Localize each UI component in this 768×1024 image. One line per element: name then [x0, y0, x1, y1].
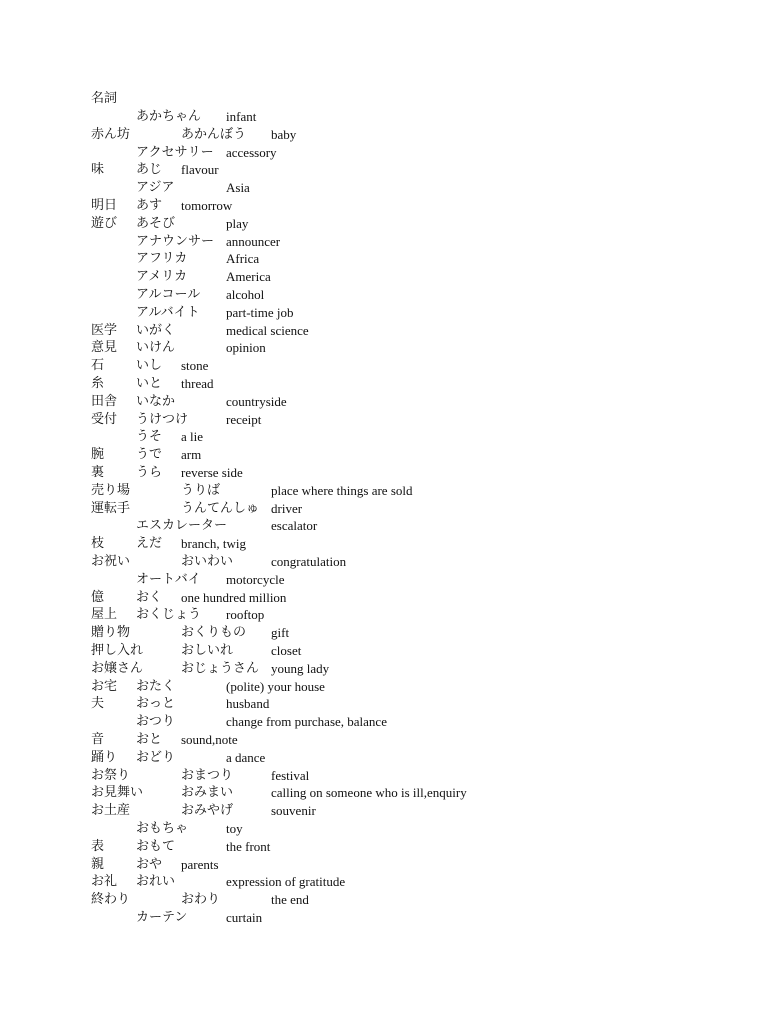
entry-english: countryside [226, 393, 287, 409]
entry-kanji: お礼 [91, 874, 118, 890]
entry-reading: おしいれ [181, 643, 234, 658]
entry-reading: アフリカ [136, 251, 188, 267]
entry-english: Africa [226, 251, 260, 267]
vocab-entry [0, 464, 768, 482]
vocab-entry [0, 428, 768, 446]
entry-kanji: 糸 [91, 376, 105, 391]
entry-reading: あかんぼう [181, 126, 247, 142]
section-heading: 名詞 [91, 91, 118, 106]
entry-reading: オートバイ [136, 571, 201, 587]
vocab-entry [0, 660, 768, 678]
entry-reading: おく [136, 589, 163, 605]
entry-kanji: 押し入れ [91, 643, 144, 658]
entry-reading: あかちゃん [136, 109, 202, 124]
vocab-entry [0, 286, 768, 304]
entry-reading: うら [136, 465, 163, 480]
vocab-entry [0, 357, 768, 375]
entry-reading: あそび [136, 215, 176, 231]
entry-kanji: 医学 [91, 322, 118, 338]
entry-english: alcohol [226, 287, 265, 302]
entry-english: escalator [271, 518, 318, 534]
entry-english: flavour [181, 162, 219, 178]
entry-reading: おまつり [181, 767, 234, 783]
vocab-entry [0, 215, 768, 233]
vocab-entry [0, 589, 768, 607]
vocab-entry [0, 250, 768, 268]
entry-english: motorcycle [226, 571, 285, 587]
entry-reading: うで [136, 447, 163, 463]
entry-english: one hundred million [181, 589, 287, 605]
entry-reading: おくじょう [136, 607, 202, 623]
vocab-entry [0, 678, 768, 696]
entry-english: parents [181, 856, 219, 872]
vocab-entry [0, 624, 768, 642]
entry-english: part-time job [226, 304, 294, 320]
entry-kanji: 運転手 [91, 500, 131, 516]
entry-english: thread [181, 376, 214, 391]
vocab-entry [0, 304, 768, 322]
entry-reading: おたく [136, 678, 176, 694]
entry-english: stone [181, 358, 209, 374]
vocab-entry [0, 571, 768, 589]
entry-english: souvenir [271, 803, 316, 819]
entry-english: Asia [226, 180, 250, 196]
entry-english: congratulation [271, 554, 347, 569]
entry-english: the end [271, 892, 309, 908]
entry-kanji: 贈り物 [91, 625, 131, 641]
vocab-entry [0, 820, 768, 838]
vocab-entry [0, 802, 768, 820]
entry-english: play [226, 215, 249, 231]
entry-english: husband [226, 696, 270, 712]
entry-english: driver [271, 500, 303, 516]
entry-kanji: 親 [91, 856, 105, 872]
entry-reading: おつり [136, 714, 175, 730]
entry-reading: アメリカ [136, 269, 188, 285]
entry-kanji: 腕 [91, 447, 105, 463]
entry-kanji: 遊び [91, 215, 118, 231]
vocab-entry [0, 233, 768, 251]
entry-english: rooftop [226, 607, 265, 623]
entry-reading: うんてんしゅ [181, 500, 260, 516]
entry-english: a lie [181, 429, 204, 445]
vocab-entry [0, 393, 768, 411]
vocab-entry [0, 517, 768, 535]
entry-english: the front [226, 838, 271, 854]
entry-reading: おくりもの [181, 625, 247, 641]
vocab-entry [0, 144, 768, 162]
entry-kanji: 屋上 [91, 607, 118, 623]
entry-reading: うりば [181, 482, 221, 498]
entry-kanji: 億 [91, 589, 105, 605]
entry-reading: うそ [136, 429, 163, 445]
entry-reading: いと [136, 376, 163, 391]
entry-reading: アルバイト [136, 304, 200, 320]
entry-kanji: 受付 [91, 411, 118, 427]
vocab-entry [0, 784, 768, 802]
entry-reading: うけつけ [136, 411, 189, 427]
vocab-entry [0, 268, 768, 286]
vocab-entry [0, 731, 768, 749]
entry-english: arm [181, 447, 202, 463]
vocab-entry [0, 553, 768, 571]
vocab-entry [0, 126, 768, 144]
entry-kanji: 夫 [91, 696, 105, 712]
vocab-entry [0, 891, 768, 909]
entry-reading: おや [136, 856, 163, 872]
entry-english: announcer [226, 233, 281, 249]
entry-reading: おじょうさん [181, 660, 260, 676]
entry-english: change from purchase, balance [226, 714, 387, 730]
entry-english: festival [271, 767, 310, 783]
entry-kanji: お土産 [91, 803, 131, 819]
entry-reading: いなか [136, 393, 176, 409]
vocab-entry [0, 749, 768, 767]
entry-english: infant [226, 109, 257, 124]
entry-kanji: 明日 [91, 198, 118, 213]
vocab-entry [0, 161, 768, 179]
entry-english: closet [271, 643, 302, 658]
entry-reading: アナウンサー [136, 233, 215, 249]
entry-english: place where things are sold [271, 482, 413, 498]
entry-kanji: 音 [91, 732, 105, 747]
entry-reading: おわり [181, 892, 221, 908]
entry-reading: アジア [136, 180, 175, 196]
vocab-entry [0, 642, 768, 660]
entry-reading: いがく [136, 322, 176, 338]
entry-reading: えだ [136, 536, 163, 552]
entry-english: accessory [226, 144, 277, 160]
vocab-entry [0, 873, 768, 891]
entry-reading: おと [136, 732, 163, 747]
entry-kanji: 意見 [91, 340, 118, 356]
entry-kanji: 終わり [91, 892, 131, 908]
entry-reading: カーテン [136, 910, 188, 925]
vocab-entry [0, 500, 768, 518]
entry-reading: いし [136, 358, 163, 374]
vocab-entry [0, 179, 768, 197]
entry-reading: あじ [136, 162, 163, 178]
entry-reading: おもて [136, 838, 176, 854]
entry-reading: おどり [136, 749, 176, 765]
entry-english: America [226, 269, 271, 285]
vocab-entry [0, 197, 768, 215]
entry-english: toy [226, 821, 243, 836]
entry-kanji: 石 [91, 358, 105, 374]
vocab-entry [0, 856, 768, 874]
entry-english: reverse side [181, 465, 243, 480]
vocab-entry [0, 767, 768, 785]
vocab-entry [0, 339, 768, 357]
entry-english: tomorrow [181, 198, 233, 213]
entry-reading: アクセサリー [136, 144, 214, 160]
entry-kanji: 売り場 [91, 482, 131, 498]
entry-kanji: お宅 [91, 678, 118, 694]
entry-kanji: 枝 [91, 536, 105, 552]
vocab-entry [0, 695, 768, 713]
entry-kanji: 味 [91, 162, 105, 178]
entry-reading: おもちゃ [136, 821, 189, 836]
entry-kanji: お見舞い [91, 785, 144, 801]
entry-english: calling on someone who is ill,enquiry [271, 785, 467, 801]
vocab-entry [0, 375, 768, 393]
vocab-entry [0, 909, 768, 927]
entry-kanji: 踊り [91, 749, 118, 765]
vocab-entry [0, 108, 768, 126]
entry-english: medical science [226, 322, 309, 338]
vocab-entry [0, 482, 768, 500]
entry-english: receipt [226, 411, 262, 427]
entry-kanji: お祝い [91, 554, 131, 569]
vocab-entry [0, 838, 768, 856]
entry-kanji: お嬢さん [91, 660, 144, 676]
entry-english: expression of gratitude [226, 874, 346, 890]
vocab-entry [0, 713, 768, 731]
entry-reading: おみまい [181, 785, 234, 801]
entry-kanji: 田舎 [91, 393, 118, 409]
entry-english: gift [271, 625, 290, 641]
vocab-entry [0, 322, 768, 340]
entry-english: branch, twig [181, 536, 246, 552]
entry-reading: おみやげ [181, 803, 234, 819]
entry-english: opinion [226, 340, 266, 356]
entry-kanji: お祭り [91, 767, 131, 783]
entry-english: sound,note [181, 732, 238, 747]
vocab-entry [0, 411, 768, 429]
entry-reading: エスカレーター [136, 518, 228, 534]
entry-reading: いけん [136, 340, 176, 356]
entry-kanji: 表 [91, 838, 105, 854]
entry-reading: おれい [136, 874, 176, 890]
entry-english: young lady [271, 660, 330, 676]
entry-english: curtain [226, 910, 263, 925]
vocab-entry [0, 446, 768, 464]
entry-english: (polite) your house [226, 678, 325, 694]
entry-kanji: 赤ん坊 [91, 126, 131, 142]
vocab-entry [0, 535, 768, 553]
entry-english: a dance [226, 749, 266, 765]
entry-reading: アルコール [136, 287, 201, 302]
entry-kanji: 裏 [91, 465, 105, 480]
entry-reading: おっと [136, 696, 176, 712]
entry-reading: あす [136, 198, 163, 213]
entry-reading: おいわい [181, 554, 234, 569]
vocab-entry [0, 606, 768, 624]
entry-english: baby [271, 126, 297, 142]
